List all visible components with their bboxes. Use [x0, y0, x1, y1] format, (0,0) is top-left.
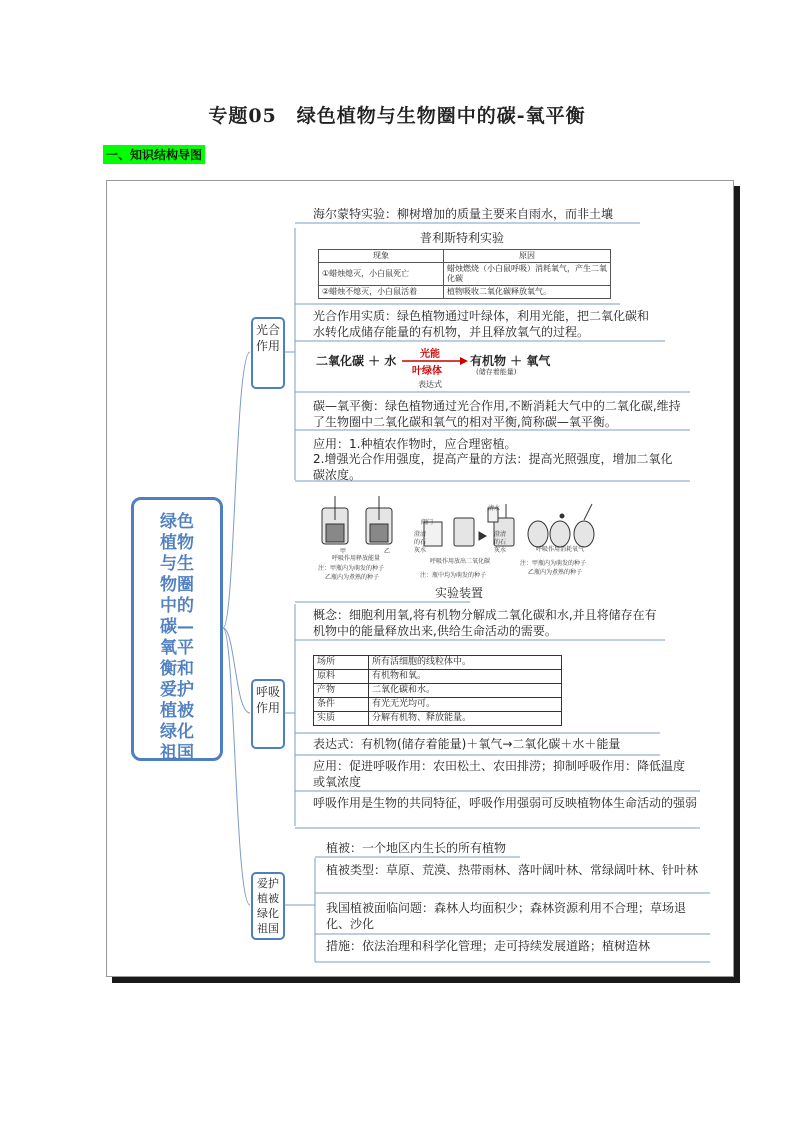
- apparatus-a-title: 呼吸作用释放能量: [332, 555, 381, 562]
- vegetation-types: 植被类型：草原、荒漠、热带雨林、落叶阔叶林、常绿阔叶林、针叶林: [326, 863, 699, 877]
- vegetation-definition: 植被：一个地区内生长的所有植物: [326, 841, 507, 855]
- priestley-table: [318, 249, 611, 299]
- respiration-feature: 呼吸作用是生物的共同特征，呼吸作用强弱可反映植物体生命活动的强弱: [313, 796, 698, 810]
- priestley-table-wrap: [318, 249, 611, 299]
- respiration-key: 原料: [314, 670, 369, 684]
- equation-reactants: 二氧化碳 ＋ 水: [316, 354, 397, 368]
- priestley-cell: 植物吸收二氧化碳释放氧气。: [444, 286, 611, 299]
- apparatus-a-yi: 乙: [384, 548, 391, 555]
- application-2: 2.增强光合作用强度，提高产量的方法：提高光照强度，增加二氧化碳浓度。: [313, 452, 673, 482]
- priestley-header-phenomenon: 现象: [319, 250, 444, 263]
- branch-respiration: 呼吸作用: [251, 679, 285, 749]
- respiration-value: 有机物和氧。: [369, 670, 562, 684]
- apparatus-c-title: 呼吸作用消耗氧气: [536, 546, 585, 553]
- respiration-table-wrap: [313, 655, 562, 726]
- apparatus-b-title: 呼吸作用放出二氧化碳: [430, 558, 491, 565]
- priestley-cell: 蜡烛燃烧（小白鼠呼吸）消耗氧气，产生二氧化碳: [444, 263, 611, 286]
- respiration-concept: 概念：细胞利用氧,将有机物分解成二氧化碳和水,并且将储存在有机物中的能量释放出来,供给生命活动的需要。: [313, 608, 657, 638]
- helmont-experiment: 海尔蒙特实验：柳树增加的质量主要来自雨水，而非土壤: [313, 207, 614, 221]
- priestley-title: 普利斯特利实验: [420, 231, 505, 245]
- equation-caption: 表达式: [418, 380, 442, 389]
- apparatus-lime-water-2: 澄清的石灰水: [494, 531, 507, 554]
- respiration-key: 产物: [314, 684, 369, 698]
- vegetation-measures: 措施：依法治理和科学化管理；走可持续发展道路；植树造林: [326, 939, 651, 953]
- priestley-cell: ①蜡烛熄灭，小白鼠死亡: [319, 263, 444, 286]
- equation-condition-bottom: 叶绿体: [412, 366, 442, 377]
- photosynthesis-essence: 光合作用实质：绿色植物通过叶绿体，利用光能，把二氧化碳和水转化成储存能量的有机物，并且释放氧气的过程。: [313, 309, 650, 339]
- equation-condition-top: 光能: [420, 349, 440, 360]
- apparatus-label: 实验装置: [435, 586, 484, 600]
- apparatus-a-note1: 注：甲瓶内为萌发的种子: [318, 565, 385, 572]
- apparatus-c-note2: 乙瓶内为煮熟的种子: [528, 569, 583, 576]
- apparatus-valve: 阀门: [421, 519, 434, 526]
- vegetation-problems: 我国植被面临问题：森林人均面积少；森林资源利用不合理；草场退化、沙化: [326, 901, 687, 931]
- apparatus-c-note1: 注：甲瓶内为萌发的种子: [520, 560, 587, 567]
- priestley-cell: ②蜡烛不熄灭，小白鼠活着: [319, 286, 444, 299]
- apparatus-a-note2: 乙瓶内为煮熟的种子: [325, 574, 380, 581]
- carbon-oxygen-balance: 碳—氧平衡：绿色植物通过光合作用,不断消耗大气中的二氧化碳,维持了生物圈中二氧化碳和氧气的相对平衡,简称碳—氧平衡。: [313, 399, 681, 429]
- apparatus-b-note: 注：瓶中均为萌发的种子: [420, 572, 487, 579]
- page-title: 专题05 绿色植物与生物圈中的碳-氧平衡: [208, 105, 586, 127]
- apparatus-clear-water: 清水: [488, 505, 501, 512]
- respiration-value: 所有活细胞的线粒体中。: [369, 656, 562, 670]
- equation-note: (储存着能量): [476, 368, 517, 376]
- branch-vegetation: 爱护植被绿化祖国: [251, 872, 285, 940]
- branch-photosynthesis: 光合作用: [251, 317, 285, 389]
- respiration-value: 有光无光均可。: [369, 698, 562, 712]
- section-heading: 一、知识结构导图: [103, 145, 205, 164]
- root-topic: 绿色植物与生物圈中的碳—氧平衡和爱护植被绿化祖国: [131, 497, 223, 761]
- respiration-value: 二氧化碳和水。: [369, 684, 562, 698]
- respiration-formula: 表达式：有机物(储存着能量)＋氧气→二氧化碳＋水＋能量: [313, 737, 621, 751]
- apparatus-a-jia: 甲: [340, 548, 347, 555]
- equation-products: 有机物 ＋ 氧气: [470, 354, 551, 368]
- respiration-application: 应用：促进呼吸作用：农田松土、农田排涝；抑制呼吸作用：降低温度或氧浓度: [313, 759, 686, 789]
- apparatus-lime-water: 澄清的石灰水: [414, 531, 427, 554]
- respiration-value: 分解有机物、释放能量。: [369, 712, 562, 726]
- respiration-key: 场所: [314, 656, 369, 670]
- respiration-table: [313, 655, 562, 726]
- priestley-header-reason: 原因: [444, 250, 611, 263]
- respiration-key: 实质: [314, 712, 369, 726]
- application-1: 应用：1.种植农作物时，应合理密植。: [313, 437, 517, 451]
- respiration-key: 条件: [314, 698, 369, 712]
